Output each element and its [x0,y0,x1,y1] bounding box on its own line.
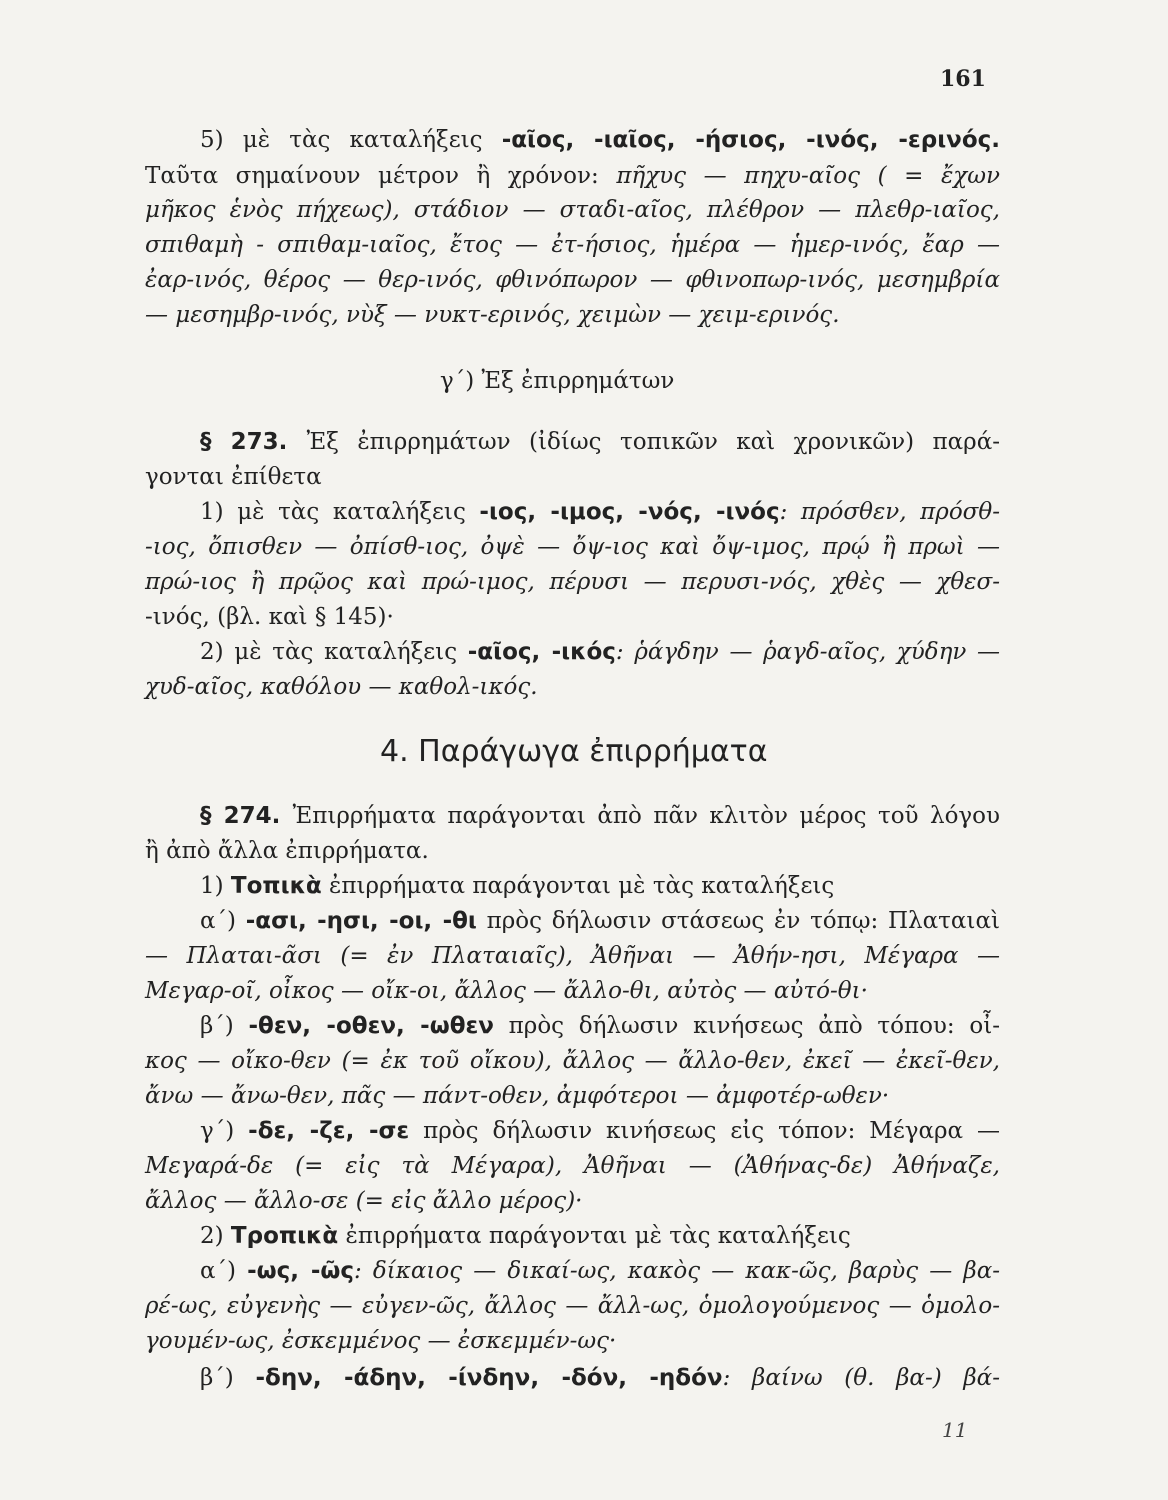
text-line: β΄) -θεν, -οθεν, -ωθεν πρὸς δήλωσιν κινήσεως ἀπὸ τόπου: οἶ- [200,1013,1000,1039]
text-line: 1) Τοπικὰ ἐπιρρήματα παράγονται μὲ τὰς καταλήξεις [200,873,835,899]
text-line: γουμέν-ως, ἐσκεμμένος — ἐσκεμμέν-ως· [145,1328,617,1354]
subheading: γ΄) Ἐξ ἐπιρρημάτων [440,368,675,394]
text-line: γονται ἐπίθετα [145,464,322,490]
page-number: 161 [940,66,986,92]
text-line: Μεγαρ-οῖ, οἶκος — οἴκ-οι, ἄλλος — ἄλλο-θι, αὐτὸς — αὐτό-θι· [145,978,868,1004]
text-line: α΄) -ασι, -ησι, -οι, -θι πρὸς δήλωσιν στάσεως ἐν τόπῳ: Πλαταιαὶ [200,908,1000,934]
text-line: χυδ-αῖος, καθόλου — καθολ-ικός. [145,674,538,700]
text-line: 2) μὲ τὰς καταλήξεις -αῖος, -ικός: ῥάγδην — ῥαγδ-αῖος, χύδην — [200,639,1001,665]
text-line: -ινός, (βλ. καὶ § 145)· [145,604,394,630]
text-line: ἄνω — ἄνω-θεν, πᾶς — πάντ-οθεν, ἀμφότεροι — ἀμφοτέρ-ωθεν· [145,1083,890,1109]
text-line: 1) μὲ τὰς καταλήξεις -ιος, -ιμος, -νός, -ινός: πρόσθεν, πρόσθ- [200,499,1000,525]
text-line: μῆκος ἑνὸς πήχεως), στάδιον — σταδι-αῖος, πλέθρον — πλεθρ-ιαῖος, [145,197,1000,223]
text-line: κος — οἴκο-θεν (= ἐκ τοῦ οἴκου), ἄλλος — ἄλλο-θεν, ἐκεῖ — ἐκεῖ-θεν, [145,1048,1000,1074]
text-line: πρώ-ιος ἢ πρῷος καὶ πρώ-ιμος, πέρυσι — περυσι-νός, χθὲς — χθεσ- [145,569,1000,595]
text-line: Ταῦτα σημαίνουν μέτρον ἢ χρόνον: πῆχυς — πηχυ-αῖος ( = ἔχων [145,163,1000,189]
text-line: σπιθαμὴ - σπιθαμ-ιαῖος, ἔτος — ἐτ-ήσιος, ἡμέρα — ἡμερ-ινός, ἔαρ — [145,232,1000,258]
section-274: § 274. Ἐπιρρήματα παράγονται ἀπὸ πᾶν κλιτὸν μέρος τοῦ λόγου [200,803,1001,829]
text-line: — μεσημβρ-ινός, νὺξ — νυκτ-ερινός, χειμὼν — χειμ-ερινός. [145,302,840,328]
text-line: ἢ ἀπὸ ἄλλα ἐπιρρήματα. [145,838,429,864]
signature-mark: 11 [942,1418,968,1442]
text-line: — Πλαται-ᾶσι (= ἐν Πλαταιαῖς), Ἀθῆναι — Ἀθήν-ησι, Μέγαρα — [145,943,1000,969]
text-line: ἄλλος — ἄλλο-σε (= εἰς ἄλλο μέρος)· [145,1188,583,1214]
section-273: § 273. Ἐξ ἐπιρρημάτων (ἰδίως τοπικῶν καὶ χρονικῶν) παρά- [200,429,1000,455]
text-line: β΄) -δην, -άδην, -ίνδην, -δόν, -ηδόν: βαίνω (θ. βα-) βά- [200,1365,1000,1391]
section-heading: 4. Παράγωγα ἐπιρρήματα [380,734,768,769]
text-line: 2) Τροπικὰ ἐπιρρήματα παράγονται μὲ τὰς καταλήξεις [200,1223,851,1249]
text-line: -ιος, ὄπισθεν — ὀπίσθ-ιος, ὀψὲ — ὄψ-ιος καὶ ὄψ-ιμος, πρῴ ἢ πρωὶ — [145,534,1000,560]
text-line: 5) μὲ τὰς καταλήξεις -αῖος, -ιαῖος, -ήσιος, -ινός, -ερινός. [200,127,1000,153]
text-line: α΄) -ως, -ῶς: δίκαιος — δικαί-ως, κακὸς — κακ-ῶς, βαρὺς — βα- [200,1258,1000,1284]
text-line: γ΄) -δε, -ζε, -σε πρὸς δήλωσιν κινήσεως εἰς τόπον: Μέγαρα — [200,1118,1001,1144]
text-line: ρέ-ως, εὐγενὴς — εὐγεν-ῶς, ἄλλος — ἄλλ-ως, ὁμολογούμενος — ὁμολο- [145,1293,1000,1319]
text-line: ἐαρ-ινός, θέρος — θερ-ινός, φθινόπωρον — φθινοπωρ-ινός, μεσημβρία [145,267,1000,293]
text-line: Μεγαρά-δε (= εἰς τὰ Μέγαρα), Ἀθῆναι — (Ἀθήνας-δε) Ἀθήναζε, [145,1153,1000,1179]
